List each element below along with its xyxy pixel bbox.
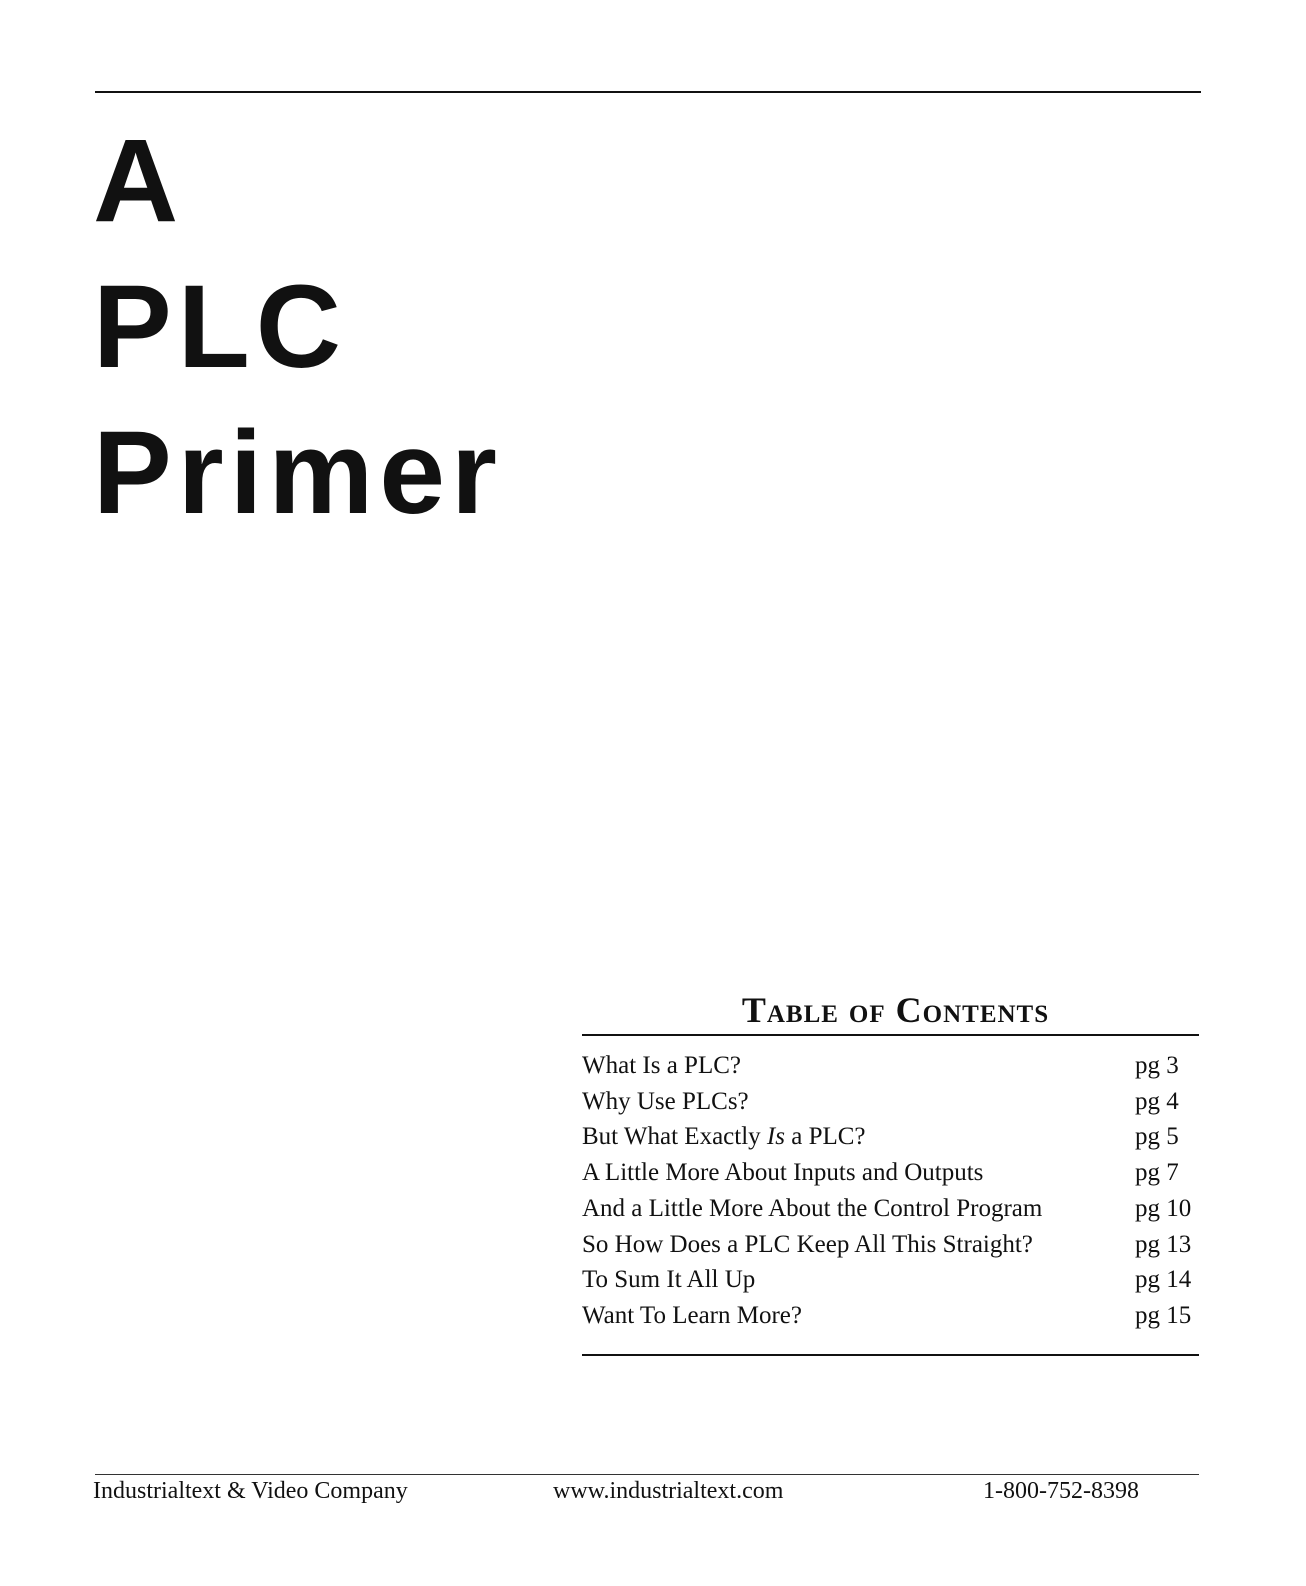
toc-item: [582, 1119, 1199, 1155]
toc-item-title: What Is a PLC?: [582, 1052, 741, 1079]
toc-item: [582, 1298, 1199, 1334]
toc-item-page: pg 10: [1135, 1194, 1192, 1222]
table-of-contents: [582, 990, 1199, 1356]
top-rule: [95, 91, 1201, 93]
toc-heading: Table of Contents: [741, 990, 1050, 1030]
toc-item-title: To Sum It All Up: [582, 1266, 756, 1294]
toc-item-title-part: a PLC?: [784, 1123, 866, 1151]
toc-item-title-italic: Is: [766, 1123, 785, 1151]
title-line-1: A: [93, 115, 185, 247]
toc-item-page: pg 5: [1135, 1123, 1179, 1151]
toc-item-title: [582, 1119, 866, 1155]
toc-bottom-rule: [582, 1354, 1199, 1356]
toc-item-page: pg 3: [1135, 1052, 1179, 1079]
toc-item: [582, 1155, 1199, 1191]
toc-item-page: pg 14: [1135, 1266, 1192, 1294]
toc-item: [582, 1084, 1199, 1120]
toc-item-page: pg 7: [1135, 1159, 1179, 1187]
toc-item: [582, 1191, 1199, 1227]
footer-company: Industrialtext & Video Company: [93, 1478, 408, 1504]
footer-website: www.industrialtext.com: [553, 1478, 784, 1504]
toc-item: [582, 1227, 1199, 1263]
title-line-2: PLC: [93, 261, 347, 393]
toc-item-title-part: But What Exactly: [582, 1123, 767, 1151]
toc-item-page: pg 15: [1135, 1301, 1192, 1329]
footer-phone: 1-800-752-8398: [983, 1478, 1139, 1504]
toc-top-rule: [582, 1034, 1199, 1036]
title-line-3: Primer: [93, 407, 503, 539]
toc-item-title: Why Use PLCs?: [582, 1087, 749, 1115]
document-title: [93, 108, 503, 546]
toc-item-title: A Little More About Inputs and Outputs: [582, 1159, 984, 1187]
toc-item-page: pg 4: [1135, 1087, 1179, 1115]
toc-item: [582, 1048, 1199, 1084]
toc-item-title: Want To Learn More?: [582, 1301, 802, 1329]
toc-list: [582, 1048, 1199, 1334]
toc-item: [582, 1262, 1199, 1298]
toc-item-title: So How Does a PLC Keep All This Straight?: [582, 1230, 1033, 1258]
toc-item-page: pg 13: [1135, 1230, 1192, 1258]
toc-item-title: And a Little More About the Control Program: [582, 1194, 1043, 1222]
footer-rule: [95, 1474, 1199, 1475]
